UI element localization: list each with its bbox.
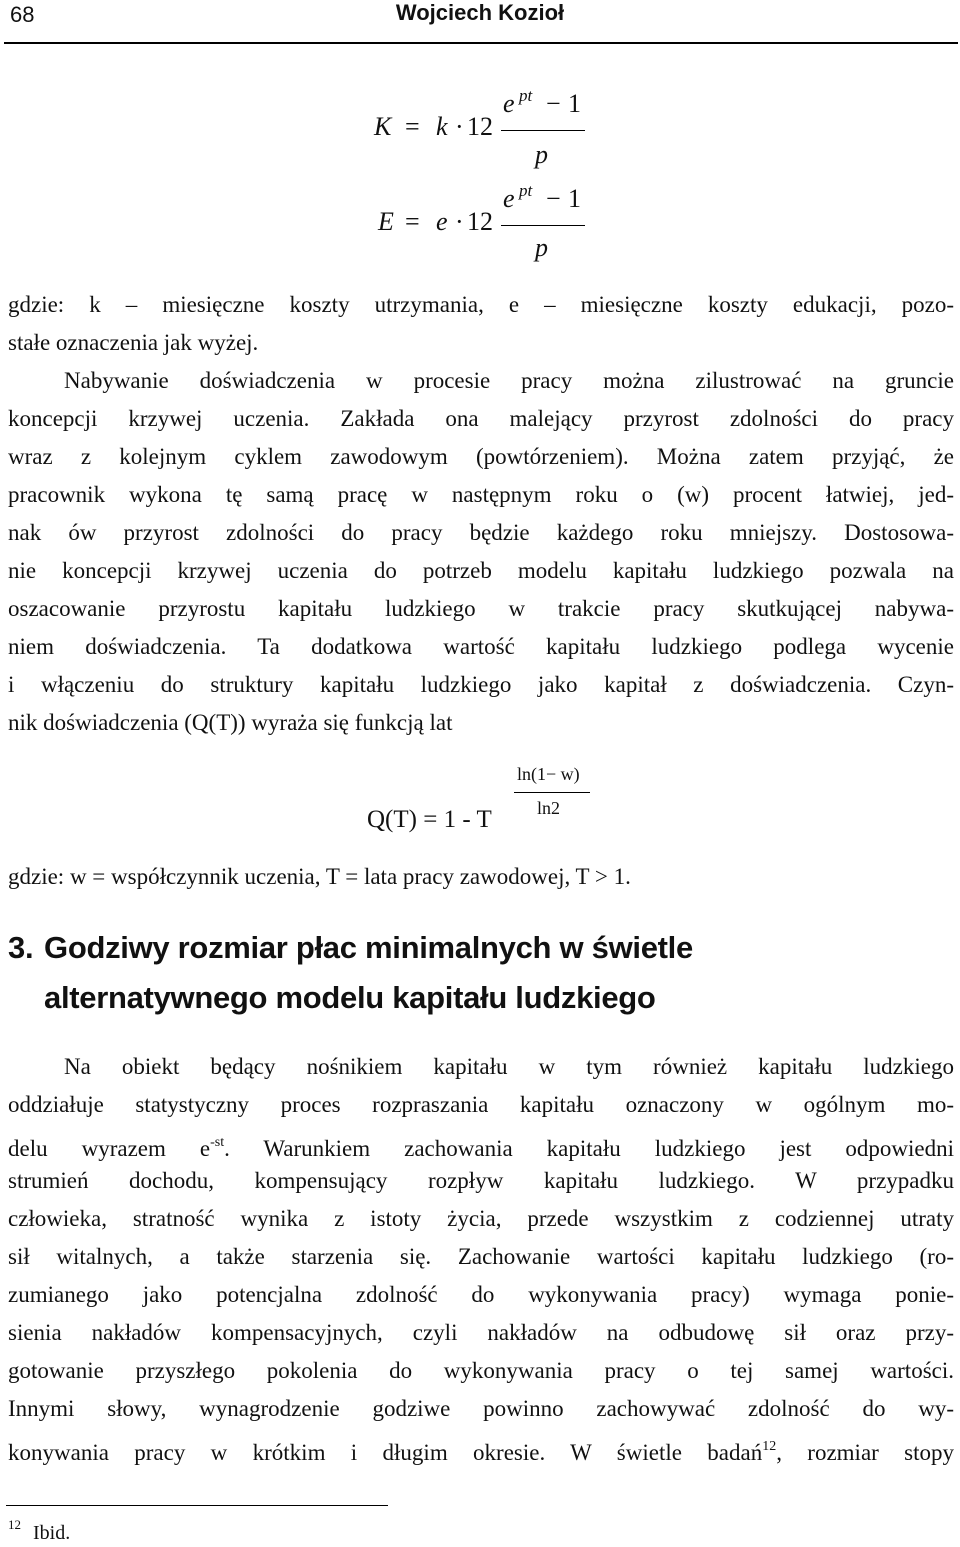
formula-k-coef: k xyxy=(436,112,448,141)
text-fragment: delu wyrazem e xyxy=(8,1136,211,1161)
text-fragment: . Warunkiem zachowania kapitału ludzkiego jest odpowiedni xyxy=(224,1136,954,1161)
text-line xyxy=(8,1428,954,1466)
text-line: sienia nakładów kompensacyjnych, czyli nakładów na odbudowę sił oraz przy- xyxy=(8,1320,954,1345)
footnote-rule xyxy=(6,1505,388,1506)
text-line: gotowanie przyszłego pokolenia do wykonywania pracy o tej samej wartości. xyxy=(8,1358,954,1383)
footnote xyxy=(8,1517,70,1545)
text-line: pracownik wykona tę samą pracę w następnym roku o (w) procent łatwiej, jed- xyxy=(8,482,954,507)
formula-q-exp-num: ln(1− w) xyxy=(517,764,580,784)
text-line: sił witalnych, a także starzenia się. Zachowanie wartości kapitału ludzkiego (ro- xyxy=(8,1244,954,1269)
formula-e-lhs: E xyxy=(378,207,394,236)
text-line: nik doświadczenia (Q(T)) wyraża się funkcją lat xyxy=(8,710,453,735)
formula-k-twelve: 12 xyxy=(467,112,493,141)
formula-e-den: p xyxy=(535,233,548,262)
running-header xyxy=(0,0,960,44)
text-line: strumień dochodu, kompensujący rozpływ kapitału ludzkiego. W przypadku xyxy=(8,1168,954,1193)
formula-e-eq: = xyxy=(405,207,420,236)
formula-k-one: 1 xyxy=(568,89,581,118)
text-fragment: , rozmiar stopy xyxy=(776,1440,954,1465)
formula-q-lhs: Q(T) = 1 - T xyxy=(367,806,492,833)
formula-e-dot: · xyxy=(455,207,464,236)
header-rule xyxy=(4,42,958,44)
formula-k-num-exp: pt xyxy=(519,86,533,105)
text-line: Na obiekt będący nośnikiem kapitału w tym również kapitału ludzkiego xyxy=(64,1054,954,1079)
running-header-author: Wojciech Kozioł xyxy=(395,0,565,25)
text-line: i włączeniu do struktury kapitału ludzkiego jako kapitał z doświadczenia. Czyn- xyxy=(8,672,954,697)
section-title-line-2: alternatywnego modelu kapitału ludzkiego xyxy=(44,980,656,1015)
text-line: gdzie: w = współczynnik uczenia, T = lata pracy zawodowej, T > 1. xyxy=(8,864,631,889)
text-line: człowieka, stratność wynika z istoty życia, przede wszystkim z codziennej utraty xyxy=(8,1206,954,1231)
paragraph-learning-curve xyxy=(8,362,954,742)
footnote-number: 12 xyxy=(8,1517,21,1532)
formula-q-exp-den: ln2 xyxy=(537,798,561,818)
text-line: wraz z kolejnym cyklem zawodowym (powtórzeniem). Można zatem przyjąć, że xyxy=(8,444,954,469)
formula-k-den: p xyxy=(535,140,548,169)
formula-e-coef: e xyxy=(436,207,448,236)
paragraph-where-1 xyxy=(8,286,954,362)
text-line xyxy=(8,1124,954,1162)
formula-e-twelve: 12 xyxy=(467,207,493,236)
paragraph-human-capital xyxy=(8,1048,954,1466)
text-line: oszacowanie przyrostu kapitału ludzkiego w trakcie pracy skutkującej nabywa- xyxy=(8,596,954,621)
text-line: gdzie: k – miesięczne koszty utrzymania, e – miesięczne koszty edukacji, pozo- xyxy=(8,292,954,317)
text-line: nak ów przyrost zdolności do pracy będzie każdego roku mniejszy. Dostosowa- xyxy=(8,520,954,545)
formula-k-eq: = xyxy=(405,112,420,141)
footnote-reference[interactable]: 12 xyxy=(762,1439,777,1454)
text-line: oddziałuje statystyczny proces rozpraszania kapitału oznaczony w ogólnym mo- xyxy=(8,1092,954,1117)
formula-k-dot: · xyxy=(455,112,464,141)
formula-k-fraction-bar xyxy=(501,130,585,131)
text-line: koncepcji krzywej uczenia. Zakłada ona malejący przyrost zdolności do pracy xyxy=(8,406,954,431)
footnote-text: Ibid. xyxy=(33,1522,71,1544)
formula-k-minus: − xyxy=(546,89,561,118)
formula-k-num-base: e xyxy=(503,89,515,118)
formula-e-minus: − xyxy=(546,184,561,213)
text-line: stałe oznaczenia jak wyżej. xyxy=(8,330,259,355)
paragraph-where-2 xyxy=(8,858,954,896)
section-heading xyxy=(8,923,948,1023)
superscript-exponent: -st xyxy=(210,1135,225,1150)
formula-e-num-exp: pt xyxy=(519,181,533,200)
text-line: nie koncepcji krzywej uczenia do potrzeb modelu kapitału ludzkiego pozwala na xyxy=(8,558,954,583)
section-number: 3. xyxy=(8,930,34,965)
formula-e-one: 1 xyxy=(568,184,581,213)
text-line: niem doświadczenia. Ta dodatkowa wartość kapitału ludzkiego podlega wycenie xyxy=(8,634,954,659)
formula-q-fraction-bar xyxy=(514,792,590,793)
section-title-line-1: Godziwy rozmiar płac minimalnych w świetle xyxy=(44,930,693,965)
formula-e-num-base: e xyxy=(503,184,515,213)
text-line: Innymi słowy, wynagrodzenie godziwe powinno zachowywać zdolność do wy- xyxy=(8,1396,954,1421)
formula-e-fraction-bar xyxy=(501,225,585,226)
text-line: zumianego jako potencjalna zdolność do wykonywania pracy) wymaga ponie- xyxy=(8,1282,954,1307)
text-line: Nabywanie doświadczenia w procesie pracy można zilustrować na gruncie xyxy=(64,368,954,393)
page-number: 68 xyxy=(10,2,35,27)
text-fragment: konywania pracy w krótkim i długim okresie. W świetle badań xyxy=(8,1440,763,1465)
formula-k-lhs: K xyxy=(374,112,392,141)
